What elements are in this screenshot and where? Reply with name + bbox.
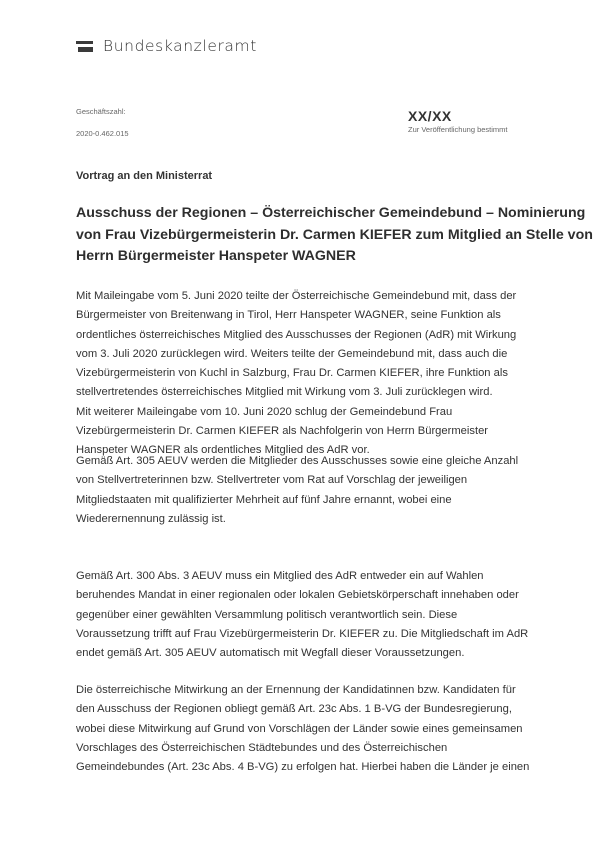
paragraph-3 — [76, 567, 546, 663]
text-line: endet gemäß Art. 305 AEUV automatisch mit Wegfall dieser Voraussetzungen. — [76, 647, 465, 660]
document-number-block — [408, 108, 508, 134]
text-line: Gemäß Art. 305 AEUV werden die Mitglieder des Ausschusses sowie eine gleiche Anzahl — [76, 455, 519, 467]
gz-value: 2020-0.462.015 — [76, 129, 129, 138]
text-line: Hanspeter WAGNER als ordentliches Mitglied des AdR vor. — [76, 444, 370, 457]
paragraph-2 — [76, 452, 546, 529]
title-line: Herrn Bürgermeister Hanspeter WAGNER — [76, 248, 356, 264]
text-line: Mitgliedstaaten mit qualifizierter Mehrheit auf fünf Jahre ernannt, wobei eine — [76, 493, 452, 506]
document-title — [76, 203, 593, 268]
text-line: stellvertretendes österreichisches Mitglied mit Wirkung vom 3. Juli zurücklegen wird. — [76, 386, 493, 399]
austrian-flag-bars-icon — [76, 41, 93, 52]
text-line: gegenüber einer gewählten Versammlung politisch verantwortlich sein. Diese — [76, 608, 458, 621]
text-line: Wiederernennung zulässig ist. — [76, 512, 226, 525]
gz-label: Geschäftszahl: — [76, 107, 126, 116]
document-type: Vortrag an den Ministerrat — [76, 170, 213, 182]
text-line: Vorschlages des Österreichischen Städtebundes und des Österreichischen — [76, 741, 448, 754]
text-line: Voraussetzung trifft auf Frau Vizebürgermeisterin Dr. KIEFER zu. Die Mitgliedschaft im AdR — [76, 627, 529, 640]
title-line: von Frau Vizebürgermeisterin Dr. Carmen KIEFER zum Mitglied an Stelle von — [76, 226, 593, 243]
text-line: wobei diese Mitwirkung auf Grund von Vorschlägen der Länder sowie eines gemeinsamen — [76, 722, 523, 735]
text-line: Bürgermeister von Breitenwang in Tirol, Herr Hanspeter WAGNER, seine Funktion als — [76, 309, 501, 322]
text-line: Die österreichische Mitwirkung an der Ernennung der Kandidatinnen bzw. Kandidaten für — [76, 684, 516, 696]
text-line: ordentliches österreichisches Mitglied des Ausschusses der Regionen (AdR) mit Wirkung — [76, 328, 517, 341]
text-line: Gemäß Art. 300 Abs. 3 AEUV muss ein Mitglied des AdR entweder ein auf Wahlen — [76, 570, 484, 582]
title-line: Ausschuss der Regionen – Österreichischer Gemeindebund – Nominierung — [76, 205, 586, 221]
text-line: Vizebürgermeisterin Dr. Carmen KIEFER als Nachfolgerin von Herrn Bürgermeister — [76, 425, 489, 438]
paragraph-4 — [76, 681, 546, 777]
text-line: beruhendes Mandat in einer regionalen oder lokalen Gebietskörperschaft innehaben oder — [76, 589, 519, 602]
paragraph-1 — [76, 287, 546, 461]
document-number: XX/XX — [408, 108, 452, 124]
org-name: Bundeskanzleramt — [103, 37, 257, 55]
reference-block — [76, 107, 129, 138]
text-line: von Stellvertreterinnen bzw. Stellvertreter vom Rat auf Vorschlag der jeweiligen — [76, 474, 468, 487]
org-logo — [76, 37, 257, 55]
publication-note: Zur Veröffentlichung bestimmt — [408, 125, 508, 134]
text-line: Gemeindebundes (Art. 23c Abs. 4 B-VG) zu erfolgen hat. Hierbei haben die Länder je einen — [76, 761, 530, 774]
text-line: Mit Maileingabe vom 5. Juni 2020 teilte der Österreichische Gemeindebund mit, dass der — [76, 290, 517, 302]
text-line: vom 3. Juli 2020 zurücklegen wird. Weiters teilte der Gemeindebund mit, dass auch die — [76, 347, 508, 360]
text-line: Vizebürgermeisterin von Kuchl in Salzburg, Frau Dr. Carmen KIEFER, ihre Funktion als — [76, 367, 508, 380]
text-line: Mit weiterer Maileingabe vom 10. Juni 2020 schlug der Gemeindebund Frau — [76, 405, 453, 418]
text-line: den Ausschuss der Regionen obliegt gemäß Art. 23c Abs. 1 B-VG der Bundesregierung, — [76, 703, 512, 716]
